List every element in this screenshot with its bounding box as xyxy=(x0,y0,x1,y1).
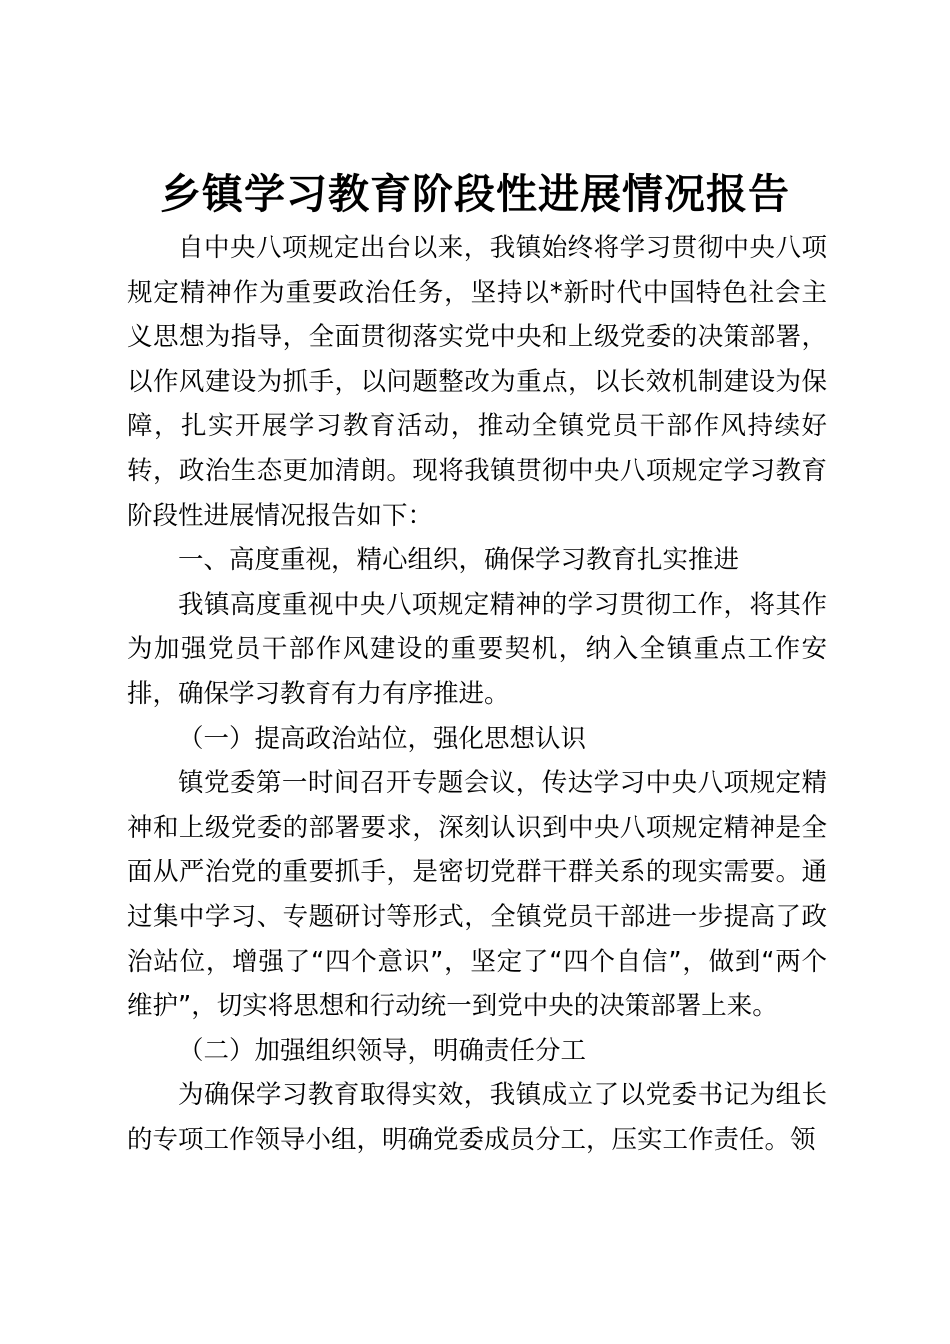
subsection-2-heading: （二）加强组织领导，明确责任分工 xyxy=(178,1035,587,1066)
subsection-2-paragraph: 为确保学习教育取得实效，我镇成立了以党委书记为组长的专项工作领导小组，明确党委成员分工，压实工作责任。领 xyxy=(127,1080,827,1155)
section-1-paragraph: 我镇高度重视中央八项规定精神的学习贯彻工作，将其作为加强党员干部作风建设的重要契机，纳入全镇重点工作安排，确保学习教育有力有序推进。 xyxy=(127,589,827,709)
subsection-1-heading: （一）提高政治站位，强化思想认识 xyxy=(178,723,587,754)
intro-paragraph: 自中央八项规定出台以来，我镇始终将学习贯彻中央八项规定精神作为重要政治任务，坚持以*新时代中国特色社会主义思想为指导，全面贯彻落实党中央和上级党委的决策部署，以作风建设为抓手，以问题整改为重点，以长效机制建设为保障，扎实开展学习教育活动，推动全镇党员干部作风持续好转，政治生态更加清朗。现将我镇贯彻中央八项规定学习教育阶段性进展情况报告如下： xyxy=(127,233,827,531)
section-1-heading: 一、高度重视，精心组织，确保学习教育扎实推进 xyxy=(178,545,740,576)
document-body xyxy=(127,226,827,1162)
document-title: 乡镇学习教育阶段性进展情况报告 xyxy=(160,170,790,218)
subsection-1-paragraph: 镇党委第一时间召开专题会议，传达学习中央八项规定精神和上级党委的部署要求，深刻认识到中央八项规定精神是全面从严治党的重要抓手，是密切党群干群关系的现实需要。通过集中学习、专题研讨等形式，全镇党员干部进一步提高了政治站位，增强了“四个意识”，坚定了“四个自信”，做到“两个维护”，切实将思想和行动统一到党中央的决策部署上来。 xyxy=(127,768,827,1022)
